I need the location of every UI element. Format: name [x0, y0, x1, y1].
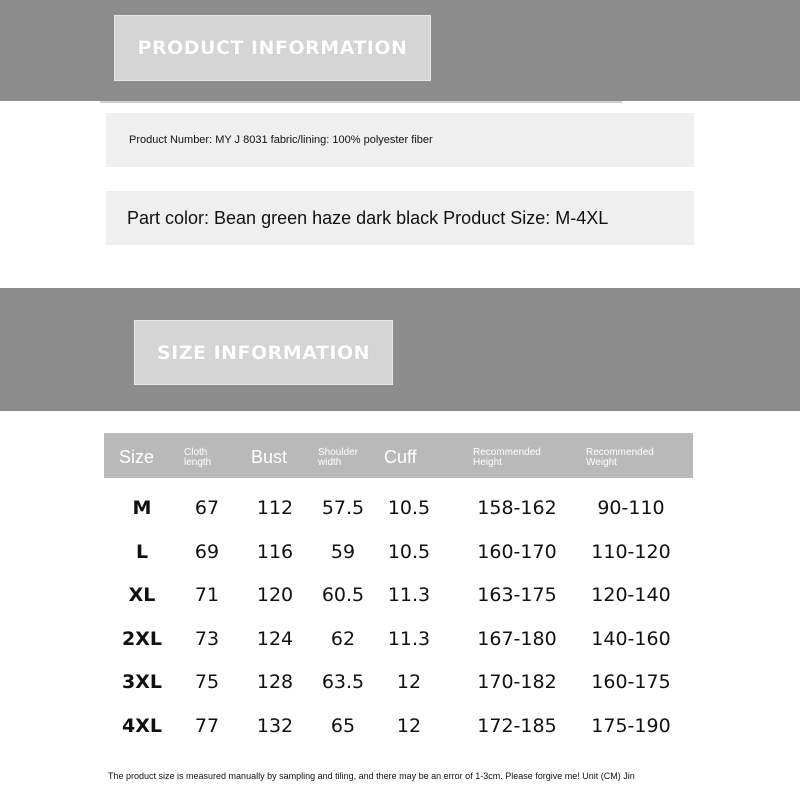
cell-size: 4XL: [122, 715, 162, 737]
cell-recommended-height: 170-182: [477, 671, 557, 694]
cell-shoulder-width: 65: [330, 715, 356, 737]
header-recommended-height: Recommended Height: [473, 447, 541, 468]
header-cuff: Cuff: [384, 447, 417, 467]
cell-shoulder-width: 62: [330, 627, 356, 650]
table-row: [0, 628, 800, 658]
cell-recommended-weight: 110-120: [591, 540, 671, 563]
header-recommended-weight: Recommended Weight: [586, 447, 654, 468]
cell-shoulder-width: 63.5: [321, 671, 365, 694]
cell-recommended-weight: 140-160: [591, 627, 671, 650]
cell-cuff: 11.3: [387, 627, 431, 650]
header-band-size: [0, 288, 800, 411]
cell-recommended-weight: 90-110: [597, 497, 665, 519]
cell-recommended-height: 167-180: [477, 627, 557, 650]
header-cloth-length: Cloth length: [184, 447, 212, 468]
cell-size: M: [132, 497, 152, 519]
cell-cuff: 10.5: [387, 540, 431, 563]
cell-bust: 116: [256, 540, 294, 563]
cell-cuff: 10.5: [387, 497, 431, 519]
cell-cloth-length: 75: [194, 671, 220, 694]
table-row: [0, 541, 800, 571]
cell-cloth-length: 77: [194, 715, 220, 737]
product-information-title: PRODUCT INFORMATION: [114, 15, 431, 81]
product-number-text: Product Number: MY J 8031 fabric/lining: 100% polyester fiber: [129, 134, 433, 146]
size-table-header: [104, 433, 693, 478]
cell-cloth-length: 71: [194, 584, 220, 607]
header-shoulder-width: Shoulder width: [318, 447, 359, 468]
cell-recommended-height: 163-175: [477, 584, 557, 607]
cell-shoulder-width: 59: [330, 540, 356, 563]
cell-cloth-length: 73: [194, 627, 220, 650]
cell-cloth-length: 67: [194, 497, 220, 519]
cell-cuff: 12: [396, 715, 422, 737]
cell-size: XL: [128, 584, 156, 607]
cell-recommended-height: 172-185: [477, 715, 557, 737]
cell-size: L: [135, 540, 149, 563]
table-row: [0, 715, 800, 745]
table-row: [0, 671, 800, 701]
cell-size: 2XL: [122, 627, 162, 650]
table-row: [0, 584, 800, 614]
cell-recommended-height: 160-170: [477, 540, 557, 563]
cell-bust: 120: [256, 584, 294, 607]
footnote: The product size is measured manually by sampling and tiling, and there may be an error of 1-3cm. Please forgive me! Unit (CM) Jin: [108, 771, 635, 781]
cell-cuff: 11.3: [387, 584, 431, 607]
header-size: Size: [119, 447, 155, 467]
product-color-size-info: [106, 191, 694, 245]
cell-bust: 128: [256, 671, 294, 694]
cell-bust: 132: [256, 715, 294, 737]
cell-recommended-weight: 160-175: [591, 671, 671, 694]
cell-cloth-length: 69: [194, 540, 220, 563]
product-color-size-text: Part color: Bean green haze dark black Product Size: M-4XL: [127, 207, 609, 228]
table-row: [0, 497, 800, 527]
cell-cuff: 12: [396, 671, 422, 694]
cell-bust: 124: [256, 627, 294, 650]
size-information-title: SIZE INFORMATION: [134, 320, 393, 385]
cell-recommended-weight: 175-190: [591, 715, 671, 737]
cell-recommended-height: 158-162: [477, 497, 557, 519]
cell-shoulder-width: 57.5: [321, 497, 365, 519]
cell-size: 3XL: [122, 671, 162, 694]
header-bust: Bust: [251, 447, 288, 467]
cell-bust: 112: [256, 497, 294, 519]
cell-recommended-weight: 120-140: [591, 584, 671, 607]
cell-shoulder-width: 60.5: [321, 584, 365, 607]
product-number-info: [106, 113, 694, 167]
divider: [100, 101, 622, 103]
